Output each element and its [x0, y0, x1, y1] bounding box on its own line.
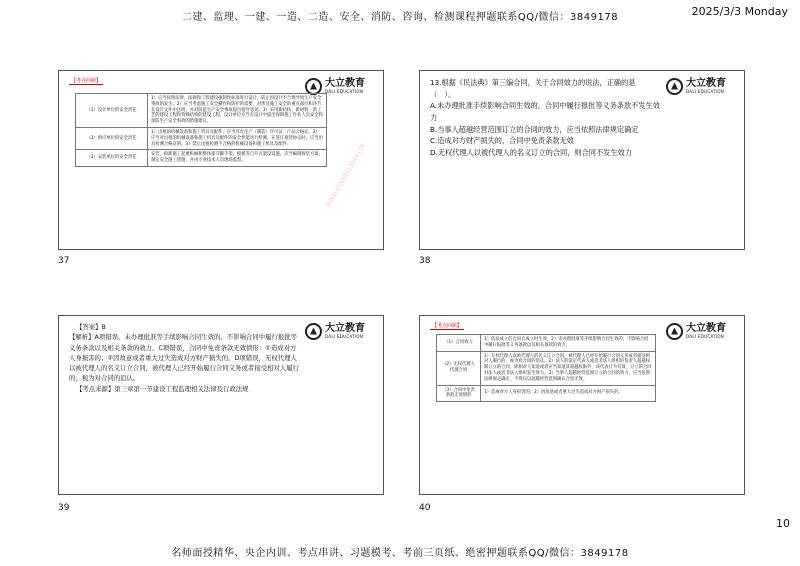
logo-en-text: DALI EDUCATION	[325, 333, 364, 339]
question-block	[430, 77, 660, 159]
dali-logo	[666, 321, 736, 341]
analysis-text: 【解析】A项错误，未办理批准等手续影响合同生效的，不影响合同中履行报批等义务条款以及相关条款的效力。C项错误，合同中免责条款无效情形：①造成对方人身损害的；②因故意或者重大过失造成对方财产损失的。D项错误，无权代理人以被代理人的名义订立合同，被代理人已经开始履行合同义务或者接受相对人履行的，视为对合同的追认。	[69, 333, 300, 383]
table-row	[76, 150, 327, 167]
row-content: 1）造成对方人身损害的；2）因故意或者重大过失造成对方财产损失的。	[481, 385, 656, 402]
logo-icon	[666, 78, 683, 95]
row-content: 1）无权代理人以被代理人的名义订立合同，被代理人已经开始履行合同义务或者接受相对人履行的，视为对合同的追认。2）法人的法定代表人或者非法人组织的负责人超越权限订立的合同，除相对人知道或者应当知道其超越权限外，该代表行为有效，订立的合同对法人或者非法人组织发生效力。3）当事人超越经营范围订立的合同的效力，应当依照法律规定确定，不得仅以超越经营范围确认合同无效。	[481, 351, 656, 385]
slide-number: 39	[58, 503, 70, 513]
dali-logo	[666, 76, 736, 96]
review-tag: 【考点回顾】	[71, 78, 102, 84]
option-a: A.未办理批准手续影响合同生效的，合同中履行报批等义务条款不发生效力	[430, 101, 660, 122]
row-name: （2）供应单位的安全责任	[76, 127, 148, 149]
logo-en-text: DALI EDUCATION	[686, 333, 725, 339]
review-table	[75, 93, 327, 167]
logo-icon	[305, 323, 322, 340]
logo-cn-text: 大立教育	[325, 77, 365, 89]
review-tag: 【考点回顾】	[432, 323, 463, 329]
answer-block	[69, 322, 301, 394]
review-table	[436, 334, 656, 402]
row-name: （1）合同效力	[437, 335, 481, 352]
logo-cn-text: 大立教育	[325, 322, 365, 334]
row-content: 1）出租的机械设备和施工机具及配件，应当具有生产（制造）许可证、产品合格证。2）应当对出租的机械设备和施工机具及配件的安全性能进行检测，在签订租赁协议时，应当出具检测合格证明。3）禁止出租检测不合格的机械设备和施工机具及配件。	[148, 127, 327, 149]
slide-number: 40	[419, 503, 431, 513]
table-row	[437, 385, 656, 402]
page-header: 二建、监理、一建、一造、二造、安全、消防、咨询、检测课程押题联系QQ/微信：3849178	[181, 12, 619, 23]
question-stem: 13.根据《民法典》第三编合同，关于合同效力的说法，正确的是（ ）。	[430, 78, 636, 99]
row-content: 安装、拆卸施工起重机械和整体提升脚手架、模板等自升式架设设施，应当编制拆装方案、制定安全施工措施，并由专业技术人员现场监督。	[148, 150, 327, 167]
logo-en-text: DALI EDUCATION	[686, 88, 725, 94]
date-label: 2025/3/3 Monday	[691, 5, 788, 18]
table-row	[437, 351, 656, 385]
option-c: C.造成对方财产损失的，合同中免责条款无效	[430, 136, 574, 146]
table-row	[76, 127, 327, 149]
slide-38	[419, 70, 745, 250]
row-name: （2）无权代理人代理合同	[437, 351, 481, 385]
source-line: 【考点来源】第三章第一节建设工程监理相关法律及行政法规	[76, 384, 249, 393]
slide-number: 37	[58, 256, 70, 266]
row-content: 1）应当按照法律、法规和工程建设强制性标准进行设计，防止因设计不合理导致生产安全事故的发生。2）应当考虑施工安全操作和防护的需要，对涉及施工安全的重点部位和环节在设计文件中注明，并对防范生产安全事故提出指导意见。3）采用新结构、新材料、新工艺的建设工程和特殊结构的建设工程，设计单位应当在设计中提出保障施工作业人员安全和预防生产安全事故的措施建议。	[148, 94, 327, 128]
table-row	[437, 335, 656, 352]
watermark: 押题联系QQ微信3849178	[324, 142, 368, 210]
page-footer: 名师面授精华、央企内训、考点串讲、习题模考、考前三页纸、绝密押题联系QQ/微信：3849178	[171, 548, 629, 559]
table-row	[76, 94, 327, 128]
slide-37	[58, 70, 384, 250]
answer-line: 【答案】B	[76, 323, 106, 331]
option-d: D.无权代理人以被代理人的名义订立的合同，则合同不发生效力	[430, 147, 632, 157]
row-name: （3）安装单位的安全责任	[76, 150, 148, 167]
slide-39	[58, 315, 384, 495]
logo-icon	[666, 323, 683, 340]
dali-logo	[305, 321, 375, 341]
slide-40	[419, 315, 745, 495]
row-name: （3）合同中免责条款无效情形	[437, 385, 481, 402]
option-b: B.当事人超越经营范围订立的合同的效力，应当依照法律规定确定	[430, 124, 639, 134]
row-name: （1）设计单位的安全责任	[76, 94, 148, 128]
logo-cn-text: 大立教育	[686, 77, 726, 89]
row-content: 1）依法成立的合同自成立时生效。2）未办理批准等手续影响合同生效的，不影响合同中履行报批等义务条款以及相关条款的效力。	[481, 335, 656, 352]
logo-cn-text: 大立教育	[686, 322, 726, 334]
page-number: 10	[776, 517, 790, 530]
logo-icon	[305, 78, 322, 95]
slide-number: 38	[419, 256, 431, 266]
logo-en-text: DALI EDUCATION	[325, 88, 364, 94]
